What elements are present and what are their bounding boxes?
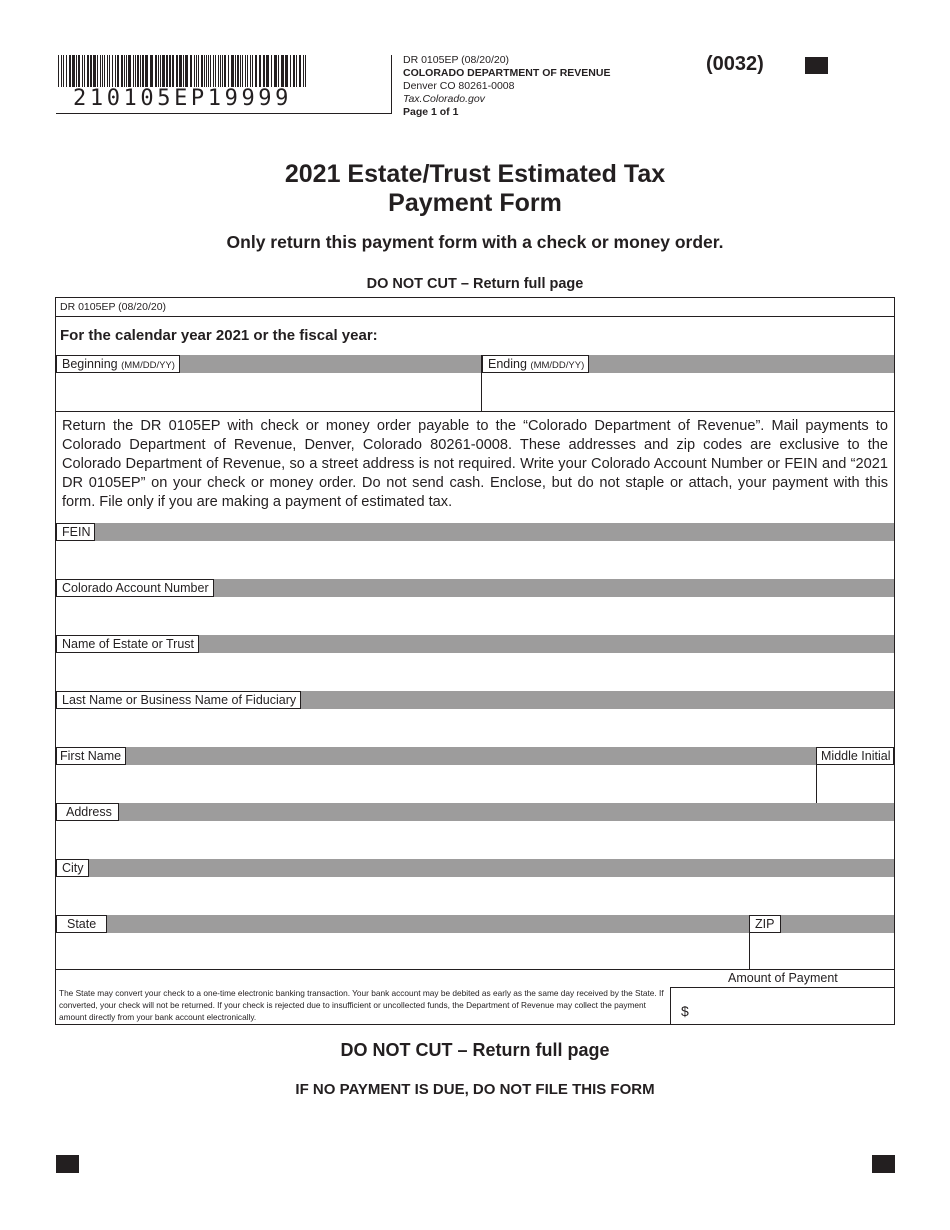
barcode-bar (176, 55, 178, 87)
amount-input[interactable] (696, 989, 892, 1023)
barcode-bar (93, 55, 96, 87)
barcode-bar (63, 55, 64, 87)
barcode-bar (242, 55, 243, 87)
divider (670, 987, 671, 1024)
barcode-bar (240, 55, 241, 87)
registration-mark-bottom-right (872, 1155, 895, 1173)
divider (56, 411, 894, 412)
estate-name-label: Name of Estate or Trust (56, 635, 199, 653)
field-bar (56, 859, 894, 877)
registration-mark (805, 57, 828, 74)
header-info (403, 54, 610, 119)
barcode-bar (303, 55, 304, 87)
barcode-bar (210, 55, 211, 87)
beginning-label (56, 355, 180, 373)
field-bar (56, 355, 894, 373)
barcode-bar (169, 55, 171, 87)
barcode-bar (82, 55, 83, 87)
barcode-bar (250, 55, 251, 87)
barcode-bar (204, 55, 205, 87)
colorado-account-input[interactable] (56, 598, 894, 634)
barcode-bar (158, 55, 159, 87)
header-department: COLORADO DEPARTMENT OF REVENUE (403, 67, 611, 79)
barcode-bar (100, 55, 101, 87)
field-bar (56, 747, 894, 765)
form-id: DR 0105EP (08/20/20) (60, 301, 167, 313)
barcode-bar (296, 55, 297, 87)
barcode-bar (201, 55, 203, 87)
do-not-cut-top: DO NOT CUT – Return full page (366, 276, 584, 292)
barcode-bar (208, 55, 209, 87)
header-form-id: DR 0105EP (08/20/20) (403, 54, 510, 66)
barcode-bar (172, 55, 174, 87)
barcode-bar (162, 55, 165, 87)
barcode-bar (78, 55, 80, 87)
state-label: State (56, 915, 107, 933)
title-line-1: 2021 Estate/Trust Estimated Tax (284, 160, 666, 188)
header-website: Tax.Colorado.gov (403, 93, 485, 105)
header-page: Page 1 of 1 (403, 106, 459, 118)
instructions: Return the DR 0105EP with check or money order payable to the “Colorado Department of Revenue”. Mail payments to Colorado Department of Revenue, Denver, Colorado 80261-0008. These addresses and zip codes are exclusive to the Colorado Department of Revenue, so a street address is not required. Write your Colorado Account Number or FEIN and “2021 DR 0105EP” on your check or money order. Do not send cash. Enclose, but do not staple or attach, your payment with this form. File only if you are making a payment of estimated tax. (62, 418, 888, 510)
barcode-bar (281, 55, 284, 87)
address-label: Address (56, 803, 119, 821)
fiduciary-name-input[interactable] (56, 710, 894, 746)
payment-form (55, 297, 895, 1025)
barcode-bar (285, 55, 288, 87)
ending-format: (MM/DD/YY) (530, 360, 585, 371)
barcode-bar (69, 55, 71, 87)
city-label: City (56, 859, 89, 877)
barcode-bar (140, 55, 141, 87)
title-line-2: Payment Form (388, 189, 562, 217)
field-bar (56, 523, 894, 541)
first-name-label: First Name (56, 747, 126, 765)
barcode-bar (213, 55, 214, 87)
ending-label-text: Ending (488, 357, 527, 371)
barcode-bar (137, 55, 139, 87)
barcode-bar (206, 55, 207, 87)
barcode-bar (135, 55, 136, 87)
barcode-bar (271, 55, 272, 87)
form-code: (0032) (706, 53, 764, 75)
barcode-bar (183, 55, 184, 87)
zip-label: ZIP (749, 915, 781, 933)
barcode-bar (112, 55, 113, 87)
barcode-bar (128, 55, 131, 87)
barcode-bar (115, 55, 116, 87)
barcode-bar (228, 55, 229, 87)
barcode-bar (107, 55, 108, 87)
barcode-bar (299, 55, 301, 87)
state-input[interactable] (56, 934, 748, 970)
barcode-bar (247, 55, 248, 87)
barcode-bar (290, 55, 291, 87)
barcode-bar (245, 55, 246, 87)
barcode-bar (196, 55, 197, 87)
barcode-bar (220, 55, 221, 87)
barcode-bar (145, 55, 148, 87)
barcode-bar (72, 55, 75, 87)
barcode-number: 210105EP19999 (73, 86, 292, 111)
barcode-bar (109, 55, 110, 87)
barcode-bar (263, 55, 265, 87)
fine-print: The State may convert your check to a one-time electronic banking transaction. Your bank account may be debited as early as the same day received by the State. If converted, your check will not be returned. If your check is rejected due to insufficient or uncollected funds, the Department of Revenue may collect the payment amount directly from your bank account electronically. (59, 988, 664, 1023)
barcode-bar (235, 55, 236, 87)
calendar-heading: For the calendar year 2021 or the fiscal year: (60, 327, 378, 344)
beginning-label-text: Beginning (62, 357, 118, 371)
barcode-bar (237, 55, 239, 87)
barcode-bar (104, 55, 105, 87)
header-divider (391, 55, 392, 113)
barcode-bar (90, 55, 92, 87)
barcode-bar (142, 55, 144, 87)
barcode-bar (222, 55, 223, 87)
ending-date-field[interactable] (482, 374, 894, 410)
barcode-bar (102, 55, 103, 87)
barcode-bar (190, 55, 192, 87)
no-payment-notice: IF NO PAYMENT IS DUE, DO NOT FILE THIS FORM (295, 1081, 655, 1098)
barcode-bar (126, 55, 127, 87)
beginning-format: (MM/DD/YY) (121, 360, 175, 371)
barcode (56, 55, 392, 114)
divider (56, 316, 894, 317)
barcode-bar (185, 55, 188, 87)
barcode-bar (84, 55, 85, 87)
barcode-bar (133, 55, 134, 87)
barcode-bar (87, 55, 89, 87)
barcode-bar (97, 55, 98, 87)
barcode-bar (61, 55, 62, 87)
fein-label: FEIN (56, 523, 95, 541)
barcode-bar (124, 55, 125, 87)
barcode-bar (293, 55, 295, 87)
divider (670, 987, 894, 988)
barcode-bar (266, 55, 269, 87)
field-bar (56, 803, 894, 821)
subtitle: Only return this payment form with a check or money order. (226, 232, 724, 252)
divider (56, 969, 894, 970)
city-input[interactable] (56, 878, 894, 914)
barcode-bar (194, 55, 195, 87)
middle-initial-label: Middle Initial (816, 747, 894, 765)
middle-initial-input[interactable] (817, 766, 894, 802)
barcode-bar (160, 55, 161, 87)
barcode-bar (155, 55, 157, 87)
first-name-input[interactable] (56, 766, 815, 802)
ending-label (482, 355, 589, 373)
barcode-bar (198, 55, 199, 87)
do-not-cut-bottom: DO NOT CUT – Return full page (340, 1040, 610, 1060)
barcode-bar (66, 55, 67, 87)
barcode-bar (121, 55, 123, 87)
header-city: Denver CO 80261-0008 (403, 80, 515, 92)
page-title (0, 160, 950, 218)
beginning-date-field[interactable] (56, 374, 480, 410)
barcode-bar (58, 55, 59, 87)
registration-mark-bottom-left (56, 1155, 79, 1173)
fein-input[interactable] (56, 542, 894, 578)
barcode-bars (56, 55, 308, 87)
estate-name-input[interactable] (56, 654, 894, 690)
barcode-bar (179, 55, 182, 87)
barcode-bar (215, 55, 216, 87)
barcode-bar (166, 55, 168, 87)
barcode-bar (259, 55, 261, 87)
barcode-bar (255, 55, 257, 87)
dollar-sign: $ (681, 1003, 689, 1019)
amount-label: Amount of Payment (728, 971, 838, 985)
barcode-bar (117, 55, 119, 87)
address-input[interactable] (56, 822, 894, 858)
barcode-bar (150, 55, 153, 87)
barcode-bar (224, 55, 226, 87)
zip-input[interactable] (750, 934, 894, 970)
barcode-bar (305, 55, 306, 87)
colorado-account-label: Colorado Account Number (56, 579, 214, 597)
barcode-bar (252, 55, 253, 87)
barcode-bar (274, 55, 277, 87)
barcode-bar (231, 55, 234, 87)
barcode-bar (218, 55, 219, 87)
barcode-bar (76, 55, 77, 87)
fiduciary-name-label: Last Name or Business Name of Fiduciary (56, 691, 301, 709)
barcode-bar (278, 55, 279, 87)
